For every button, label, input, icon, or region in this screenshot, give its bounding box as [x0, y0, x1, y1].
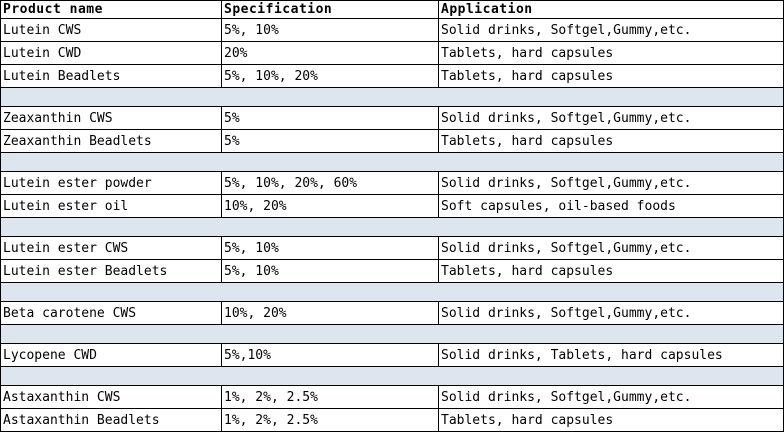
cell-product-name: Lutein ester Beadlets	[1, 260, 222, 282]
table-row	[0, 172, 784, 195]
cell-product-name: Astaxanthin CWS	[1, 386, 222, 408]
separator-cell	[1, 88, 784, 106]
separator-cell	[1, 325, 784, 343]
cell-product-name: Lutein CWD	[1, 42, 222, 64]
table-row	[0, 107, 784, 130]
table-row	[0, 260, 784, 283]
header-application: Application	[439, 1, 784, 18]
table-row	[0, 42, 784, 65]
cell-product-name: Lutein ester oil	[1, 195, 222, 217]
cell-specification: 5%,10%	[222, 344, 439, 366]
header-specification: Specification	[222, 1, 439, 18]
cell-application: Solid drinks, Softgel,Gummy,etc.	[439, 19, 784, 41]
table-row	[0, 409, 784, 432]
separator-cell	[1, 367, 784, 385]
separator-cell	[1, 283, 784, 301]
cell-product-name: Zeaxanthin CWS	[1, 107, 222, 129]
group-separator-row	[0, 283, 784, 302]
cell-product-name: Lutein Beadlets	[1, 65, 222, 87]
cell-specification: 5%	[222, 130, 439, 152]
table-body	[0, 19, 784, 432]
cell-application: Solid drinks, Softgel,Gummy,etc.	[439, 386, 784, 408]
table-row	[0, 195, 784, 218]
cell-specification: 20%	[222, 42, 439, 64]
cell-product-name: Lutein CWS	[1, 19, 222, 41]
cell-application: Solid drinks, Softgel,Gummy,etc.	[439, 302, 784, 324]
cell-product-name: Lycopene CWD	[1, 344, 222, 366]
cell-application: Solid drinks, Softgel,Gummy,etc.	[439, 172, 784, 194]
cell-application: Soft capsules, oil-based foods	[439, 195, 784, 217]
table-row	[0, 344, 784, 367]
cell-application: Tablets, hard capsules	[439, 42, 784, 64]
header-product-name: Product name	[1, 1, 222, 18]
cell-application: Solid drinks, Softgel,Gummy,etc.	[439, 107, 784, 129]
group-separator-row	[0, 153, 784, 172]
table-header-row	[0, 0, 784, 19]
cell-specification: 10%, 20%	[222, 195, 439, 217]
table-row	[0, 302, 784, 325]
group-separator-row	[0, 325, 784, 344]
cell-specification: 5%, 10%, 20%	[222, 65, 439, 87]
cell-application: Tablets, hard capsules	[439, 409, 784, 431]
table-row	[0, 237, 784, 260]
separator-cell	[1, 218, 784, 236]
cell-specification: 5%, 10%, 20%, 60%	[222, 172, 439, 194]
cell-application: Tablets, hard capsules	[439, 130, 784, 152]
group-separator-row	[0, 367, 784, 386]
cell-product-name: Beta carotene CWS	[1, 302, 222, 324]
cell-specification: 5%, 10%	[222, 237, 439, 259]
cell-product-name: Lutein ester powder	[1, 172, 222, 194]
cell-product-name: Astaxanthin Beadlets	[1, 409, 222, 431]
group-separator-row	[0, 218, 784, 237]
cell-application: Solid drinks, Softgel,Gummy,etc.	[439, 237, 784, 259]
cell-specification: 1%, 2%, 2.5%	[222, 386, 439, 408]
cell-specification: 5%, 10%	[222, 19, 439, 41]
table-row	[0, 19, 784, 42]
group-separator-row	[0, 88, 784, 107]
table-row	[0, 130, 784, 153]
cell-product-name: Lutein ester CWS	[1, 237, 222, 259]
cell-specification: 1%, 2%, 2.5%	[222, 409, 439, 431]
cell-specification: 5%	[222, 107, 439, 129]
separator-cell	[1, 153, 784, 171]
table-row	[0, 65, 784, 88]
cell-application: Solid drinks, Tablets, hard capsules	[439, 344, 784, 366]
cell-application: Tablets, hard capsules	[439, 260, 784, 282]
cell-application: Tablets, hard capsules	[439, 65, 784, 87]
cell-specification: 5%, 10%	[222, 260, 439, 282]
table-row	[0, 386, 784, 409]
cell-specification: 10%, 20%	[222, 302, 439, 324]
cell-product-name: Zeaxanthin Beadlets	[1, 130, 222, 152]
